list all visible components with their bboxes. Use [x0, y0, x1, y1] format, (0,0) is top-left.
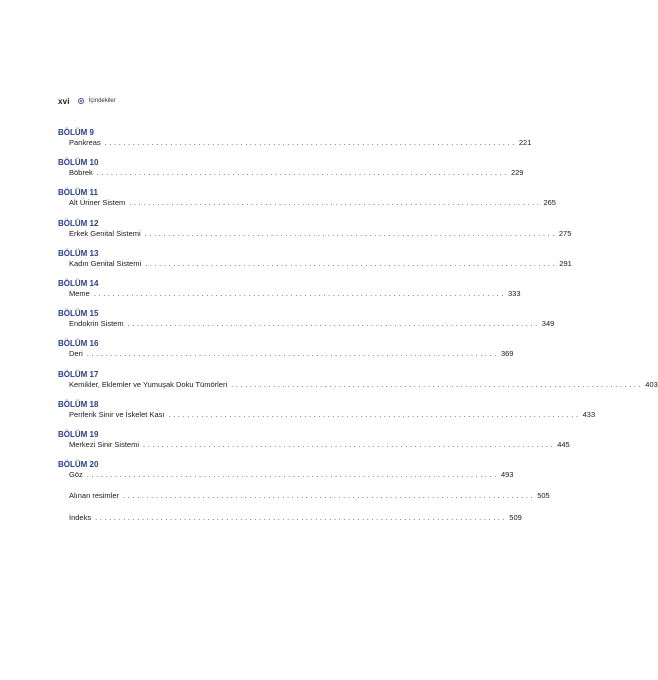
- toc-entry[interactable]: [58, 258, 572, 269]
- entry-title: Meme: [69, 288, 90, 298]
- toc-entry[interactable]: [58, 319, 555, 329]
- toc-entry[interactable]: [58, 138, 532, 148]
- chapter-label: BÖLÜM 13: [58, 248, 99, 258]
- running-header-title: İçindekiler: [88, 98, 116, 104]
- toc-chapter: [58, 369, 658, 400]
- dot-leader: ........................................................................................: [168, 409, 581, 419]
- chapter-label: BÖLÜM 20: [58, 460, 99, 470]
- table-of-contents: [58, 128, 658, 490]
- chapter-label: BÖLÜM 18: [58, 399, 99, 409]
- entry-title: Merkezi Sinir Sistemi: [69, 439, 140, 449]
- running-header: [58, 95, 116, 107]
- toc-entry[interactable]: [58, 349, 514, 359]
- entry-title: Kadın Genital Sistemi: [69, 258, 142, 268]
- entry-title: Pankreas: [69, 138, 101, 147]
- dot-leader: ........................................................................................: [95, 513, 508, 522]
- toc-entry[interactable]: [58, 379, 658, 390]
- entry-title: Erkek Genital Sistemi: [69, 228, 141, 238]
- toc-chapter: [58, 278, 521, 309]
- dot-leader: ........................................................................................: [86, 349, 499, 359]
- chapter-label: BÖLÜM 10: [58, 158, 99, 168]
- entry-page: 349: [541, 319, 555, 329]
- entry-title: Periferik Sinir ve İskelet Kası: [69, 409, 165, 419]
- toc-entry[interactable]: [58, 491, 550, 501]
- dot-leader: ........................................................................................: [144, 228, 557, 238]
- entry-title: Deri: [69, 349, 83, 359]
- toc-chapter: [58, 128, 532, 158]
- chapter-label: BÖLÜM 17: [58, 369, 99, 379]
- toc-chapter: [58, 188, 556, 218]
- dot-leader: ........................................................................................: [127, 319, 540, 329]
- entry-page: 433: [582, 409, 596, 419]
- toc-chapter: [58, 309, 555, 339]
- chapter-label: BÖLÜM 16: [58, 339, 99, 349]
- entry-page: 333: [508, 288, 521, 298]
- toc-chapter: [58, 399, 596, 430]
- toc-chapter: [58, 218, 572, 249]
- toc-chapter: [58, 429, 570, 460]
- toc-entry[interactable]: [58, 288, 521, 299]
- toc-extra-section: [58, 491, 550, 501]
- entry-page: 505: [537, 491, 550, 500]
- bullet-icon: [78, 98, 84, 104]
- entry-title: İndeks: [69, 513, 92, 522]
- toc-chapter: [58, 460, 514, 490]
- entry-page: 369: [500, 349, 514, 359]
- entry-title: Endokrin Sistem: [69, 319, 124, 329]
- toc-entry[interactable]: [58, 513, 522, 523]
- toc-chapter: [58, 248, 572, 279]
- dot-leader: ........................................................................................: [86, 470, 499, 480]
- entry-page: 509: [509, 513, 522, 522]
- entry-page: 493: [500, 470, 514, 480]
- chapter-label: BÖLÜM 9: [58, 128, 94, 137]
- entry-page: 291: [559, 258, 572, 268]
- chapter-label: BÖLÜM 11: [58, 188, 99, 198]
- entry-page: 445: [557, 439, 570, 449]
- dot-leader: ........................................................................................: [123, 491, 536, 500]
- toc-entry[interactable]: [58, 409, 596, 420]
- toc-entry[interactable]: [58, 228, 572, 239]
- toc-entry[interactable]: [58, 198, 556, 208]
- dot-leader: ........................................................................................: [93, 288, 507, 298]
- entry-title: Alt Üriner Sistem: [69, 198, 126, 208]
- toc-chapter: [58, 339, 514, 369]
- entry-page: 265: [543, 198, 556, 208]
- dot-leader: ........................................................................................: [231, 379, 644, 389]
- chapter-label: BÖLÜM 12: [58, 218, 99, 228]
- toc-chapter: [58, 158, 524, 188]
- toc-entry[interactable]: [58, 439, 570, 450]
- entry-page: 229: [510, 168, 524, 178]
- dot-leader: ........................................................................................: [104, 138, 517, 147]
- chapter-label: BÖLÜM 14: [58, 278, 99, 288]
- page-number: xvi: [58, 96, 70, 106]
- entry-title: Böbrek: [69, 168, 93, 178]
- dot-leader: ........................................................................................: [145, 258, 558, 268]
- entry-title: Kemikler, Eklemler ve Yumuşak Doku Tümörleri: [69, 379, 228, 389]
- toc-extra-section: [58, 513, 522, 523]
- dot-leader: ........................................................................................: [143, 439, 556, 449]
- entry-title: Göz: [69, 470, 83, 480]
- dot-leader: ........................................................................................: [96, 168, 509, 178]
- toc-entry[interactable]: [58, 470, 514, 480]
- toc-entry[interactable]: [58, 168, 524, 178]
- entry-page: 221: [518, 138, 532, 147]
- entry-page: 403: [645, 379, 658, 389]
- dot-leader: ........................................................................................: [129, 198, 542, 208]
- chapter-label: BÖLÜM 15: [58, 309, 99, 319]
- chapter-label: BÖLÜM 19: [58, 429, 99, 439]
- entry-title: Alınan resimler: [69, 491, 120, 500]
- entry-page: 275: [558, 228, 572, 238]
